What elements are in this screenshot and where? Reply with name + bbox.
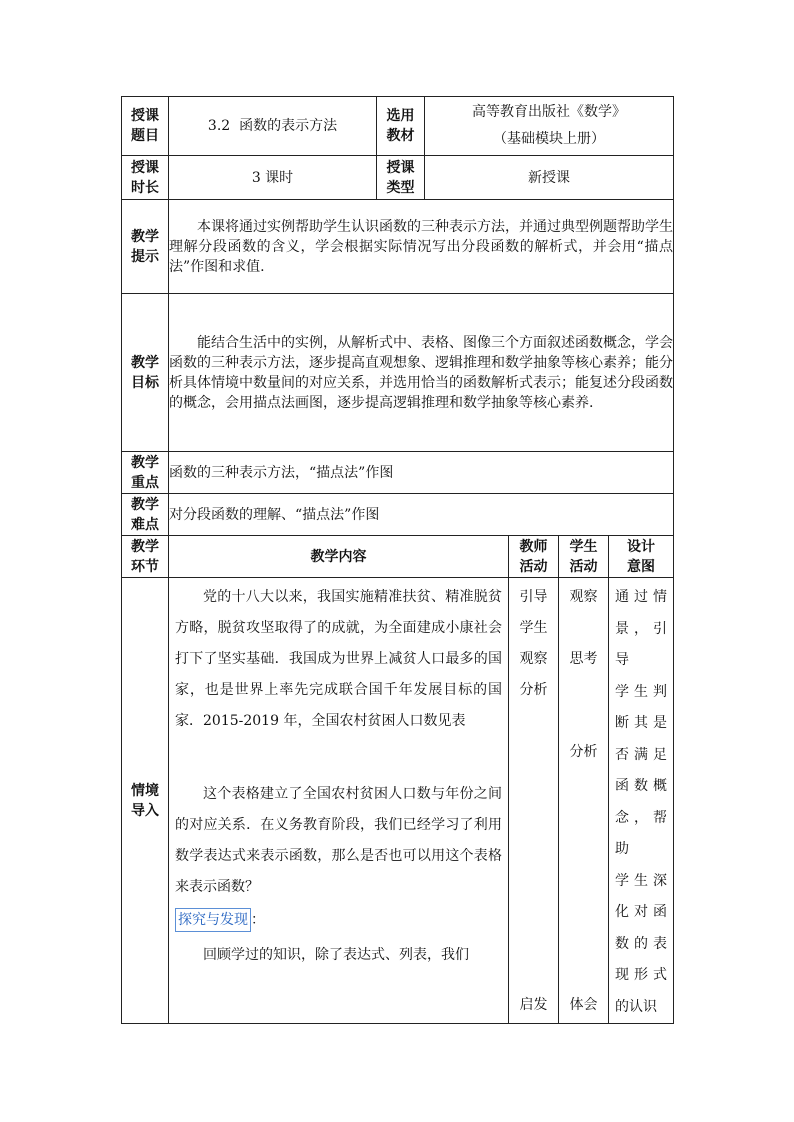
intro-paragraph-1: 党的十八大以来，我国实施精准扶贫、精准脱贫方略，脱贫攻坚取得了的成就，为全面建成小康社会打下了坚实基础．我国成为世界上减贫人口最多的国家，也是世界上率先完成联合国千年发展目标的国家．2015-2019 年，全国农村贫困人口数见表 <box>175 589 502 729</box>
design-line: 通 过 情 <box>615 589 667 605</box>
intro-paragraph-2: 这个表格建立了全国农村贫困人口数与年份之间的对应关系．在义务教育阶段，我们已经学习了利用数学表达式来表示函数，那么是否也可以用这个表格来表示函数？ <box>175 786 502 895</box>
teacher-activity-header: 教师 活动 <box>509 536 559 578</box>
topic-value: 3.2 函数的表示方法 <box>169 97 377 156</box>
student-activity-last: 体会 <box>569 997 598 1013</box>
duration-label: 授课 时长 <box>122 156 169 200</box>
student-activity-1: 观察 <box>569 589 598 605</box>
design-line: 化 对 函 <box>615 904 667 920</box>
duration-value: 3 课时 <box>169 156 377 200</box>
design-line: 否 满 足 <box>615 746 667 763</box>
design-line: 的认识 <box>615 998 657 1015</box>
lesson-plan-table <box>121 96 674 1024</box>
content-header: 教学内容 <box>169 536 509 578</box>
difficulty-text: 对分段函数的理解、“描点法”作图 <box>169 494 674 536</box>
goals-label: 教学 目标 <box>122 294 169 452</box>
intro-label: 情境 导入 <box>122 578 169 1024</box>
explore-colon: ： <box>251 912 265 928</box>
difficulty-label: 教学 难点 <box>122 494 169 536</box>
intro-paragraph-3: 回顾学过的知识，除了表达式、列表，我们 <box>203 947 469 963</box>
textbook-line2: （基础模块上册） <box>493 131 605 147</box>
teacher-activity-1: 引导 <box>519 589 548 605</box>
explore-line <box>175 905 502 936</box>
tips-label: 教学 提示 <box>122 200 169 294</box>
design-line: 数 的 表 <box>615 935 667 952</box>
design-line: 景，引导 <box>615 620 667 668</box>
teacher-activity-4: 分析 <box>519 682 548 698</box>
teacher-activity-2: 学生 <box>519 620 548 636</box>
textbook-label: 选用 教材 <box>377 97 425 156</box>
teacher-activity-3: 观察 <box>519 651 548 667</box>
textbook-line1: 高等教育出版社《数学》 <box>472 104 626 120</box>
focus-text: 函数的三种表示方法，“描点法”作图 <box>169 452 674 494</box>
student-activity-header: 学生 活动 <box>559 536 609 578</box>
textbook-value <box>425 97 674 156</box>
goals-text: 能结合生活中的实例，从解析式中、表格、图像三个方面叙述函数概念，学会函数的三种表示方法，逐步提高直观想象、逻辑推理和数学抽象等核心素养；能分析具体情境中数量间的对应关系，并选用恰当的函数解析式表示；能复述分段函数的概念，会用描点法画图，逐步提高逻辑推理和数学抽象等核心素养. <box>169 294 674 452</box>
design-line: 学 生 判 <box>615 683 667 700</box>
teacher-activity-last: 启发 <box>519 997 548 1013</box>
stage-header: 教学 环节 <box>122 536 169 578</box>
student-activity-cell <box>559 578 609 1024</box>
type-value: 新授课 <box>425 156 674 200</box>
teacher-activity-cell <box>509 578 559 1024</box>
type-label: 授课 类型 <box>377 156 425 200</box>
topic-label: 授课 题目 <box>122 97 169 156</box>
explore-label: 探究与发现 <box>175 908 251 932</box>
design-line: 念，帮助 <box>615 809 667 857</box>
design-line: 函 数 概 <box>615 778 667 794</box>
design-line: 断 其 是 <box>615 715 667 731</box>
intro-content <box>169 578 509 1024</box>
focus-label: 教学 重点 <box>122 452 169 494</box>
design-intent-header: 设计 意图 <box>609 536 674 578</box>
design-line: 现 形 式 <box>615 967 667 983</box>
tips-text: 本课将通过实例帮助学生认识函数的三种表示方法，并通过典型例题帮助学生理解分段函数的含义，学会根据实际情况写出分段函数的解析式，并会用“描点法”作图和求值. <box>169 200 674 294</box>
student-activity-3: 分析 <box>569 744 598 760</box>
design-line: 学 生 深 <box>615 872 667 889</box>
design-intent-cell <box>609 578 674 1024</box>
table-placeholder <box>175 737 502 779</box>
student-activity-2: 思考 <box>569 651 598 667</box>
